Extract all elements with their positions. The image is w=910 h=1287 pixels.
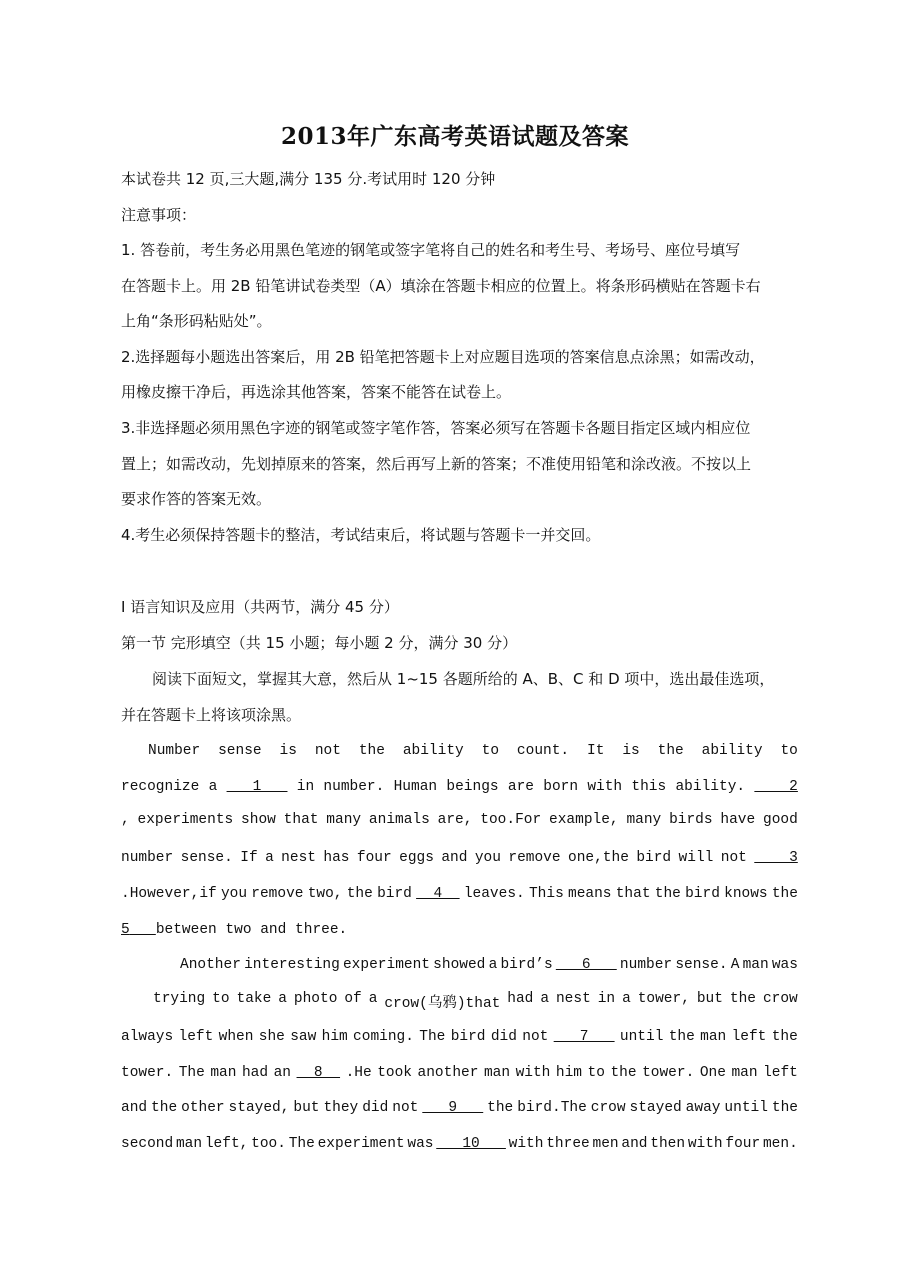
passage-word: the — [657, 743, 684, 759]
passage-word: experiments — [137, 812, 234, 828]
passage-word: with — [687, 1136, 723, 1152]
passage-word: Human — [393, 779, 438, 795]
answer-blank: 1 — [226, 779, 288, 795]
notice-line: 3.非选择题必须用黑色字迹的钢笔或签字笔作答，答案必须写在答题卡各题目指定区域内相应位 — [121, 419, 751, 437]
passage-word: you — [474, 850, 501, 866]
passage-word: and — [441, 850, 468, 866]
passage-word: the — [358, 743, 385, 759]
passage-word: many — [626, 812, 662, 828]
passage-word: tower. — [642, 1065, 695, 1081]
passage-word: until — [619, 1029, 664, 1045]
part-heading: 第一节 完形填空（共 15 小题；每小题 2 分，满分 30 分） — [121, 634, 518, 652]
instruction-line: 并在答题卡上将该项涂黑。 — [121, 706, 302, 724]
passage-line — [121, 1029, 798, 1045]
passage-word: coming. — [353, 1029, 414, 1045]
passage-word: between two and three. — [155, 922, 348, 938]
passage-word: tower, — [637, 991, 690, 1007]
passage-word: number — [619, 957, 673, 973]
passage-word: too.For — [480, 812, 542, 828]
passage-line — [121, 922, 348, 938]
passage-word: the — [771, 1100, 798, 1116]
passage-word: was — [771, 957, 798, 973]
passage-word: a — [622, 991, 631, 1007]
passage-word: the — [729, 991, 757, 1007]
passage-word: crow(乌鸦)that — [384, 996, 501, 1012]
passage-word: two, — [307, 886, 343, 902]
passage-word: stayed — [629, 1100, 682, 1116]
answer-blank: 6 — [555, 957, 617, 973]
notice-line: 用橡皮擦干净后，再选涂其他答案，答案不能答在试卷上。 — [121, 383, 512, 401]
passage-word: man — [742, 957, 769, 973]
answer-blank: 8 — [296, 1065, 341, 1081]
passage-word: that — [615, 886, 651, 902]
passage-word: with — [508, 1136, 544, 1152]
intro-text: 本试卷共 12 页,三大题,满分 135 分.考试用时 120 分钟 — [121, 170, 496, 188]
passage-word: trying — [153, 991, 206, 1007]
passage-word: was — [407, 1136, 434, 1152]
passage-word: interesting — [244, 957, 340, 973]
passage-word: are, — [437, 812, 473, 828]
passage-word: knows — [724, 886, 768, 902]
section-heading: I 语言知识及应用（共两节，满分 45 分） — [121, 598, 399, 616]
passage-word: bird — [685, 886, 720, 902]
passage-word: remove — [251, 886, 304, 902]
passage-word: has — [323, 850, 350, 866]
passage-word: man — [731, 1065, 758, 1081]
passage-line — [153, 991, 798, 1012]
passage-word: him — [555, 1065, 583, 1081]
passage-word: birds — [669, 812, 713, 828]
passage-word: recognize — [121, 779, 200, 795]
answer-blank: 3 — [754, 850, 798, 866]
answer-blank: 2 — [754, 779, 798, 795]
passage-word: are — [507, 779, 534, 795]
passage-word: then — [650, 1136, 686, 1152]
passage-word: another — [417, 1065, 479, 1081]
passage-word: you — [220, 886, 248, 902]
passage-word: the — [610, 1065, 637, 1081]
passage-word: second — [121, 1136, 174, 1152]
passage-word: animals — [368, 812, 430, 828]
passage-word: always — [121, 1029, 174, 1045]
passage-word: is — [622, 743, 640, 759]
passage-word: four — [725, 1136, 761, 1152]
passage-word: A — [730, 957, 740, 973]
passage-word: bird.The — [517, 1100, 587, 1116]
passage-word: Number — [148, 743, 201, 759]
passage-word: left, — [204, 1136, 249, 1152]
passage-word: means — [568, 886, 612, 902]
passage-word: four — [356, 850, 392, 866]
answer-blank: 10 — [436, 1136, 506, 1152]
passage-word: too. — [251, 1136, 286, 1152]
passage-word: is — [279, 743, 297, 759]
passage-word: , — [121, 812, 130, 828]
passage-word: him — [321, 1029, 348, 1045]
passage-word: It — [587, 743, 605, 759]
passage-word: experiment — [317, 1136, 405, 1152]
passage-word: a — [208, 779, 218, 795]
passage-word: bird’s — [500, 957, 553, 973]
passage-word: The — [288, 1136, 315, 1152]
passage-word: sense — [218, 743, 262, 759]
passage-word: number — [121, 850, 174, 866]
passage-word: good — [763, 812, 798, 828]
answer-blank — [130, 922, 156, 938]
passage-line — [121, 1136, 798, 1152]
passage-word: saw — [290, 1029, 317, 1045]
passage-word: eggs — [399, 850, 434, 866]
passage-line — [121, 850, 798, 866]
passage-word: Another — [180, 957, 241, 973]
passage-word: the — [771, 1029, 798, 1045]
passage-word: man — [483, 1065, 511, 1081]
passage-word: This — [528, 886, 564, 902]
passage-word: not — [720, 850, 747, 866]
passage-word: leaves. — [463, 886, 525, 902]
page-title: 2013年广东高考英语试题及答案 — [280, 123, 629, 150]
passage-word: to — [212, 991, 230, 1007]
passage-word: to — [780, 743, 798, 759]
passage-line — [121, 1100, 798, 1116]
passage-word: left — [178, 1029, 214, 1045]
passage-line — [148, 743, 798, 759]
passage-word: the — [771, 886, 798, 902]
passage-word: three — [546, 1136, 590, 1152]
passage-word: bird — [377, 886, 412, 902]
passage-word: with — [515, 1065, 551, 1081]
passage-line — [121, 886, 798, 902]
passage-word: crow — [762, 991, 798, 1007]
passage-word: experiment — [342, 957, 430, 973]
passage-word: beings — [446, 779, 499, 795]
passage-word: the — [346, 886, 373, 902]
passage-word: that — [283, 812, 319, 828]
passage-word: One — [699, 1065, 726, 1081]
answer-blank: 9 — [422, 1100, 484, 1116]
passage-word: an — [273, 1065, 292, 1081]
passage-word: to — [587, 1065, 605, 1081]
passage-word: a — [265, 850, 274, 866]
passage-word: men. — [762, 1136, 798, 1152]
passage-word: but — [293, 1100, 320, 1116]
passage-word: had — [507, 991, 534, 1007]
passage-word: of — [344, 991, 362, 1007]
passage-word: other — [181, 1100, 225, 1116]
passage-line — [180, 957, 798, 973]
passage-word: a — [488, 957, 498, 973]
notice-line: 在答题卡上。用 2B 铅笔讲试卷类型（A）填涂在答题卡相应的位置上。将条形码横贴在答题卡右 — [121, 277, 761, 295]
passage-word: bird — [636, 850, 672, 866]
instruction-line: 阅读下面短文，掌握其大意，然后从 1~15 各题所给的 A、B、C 和 D 项中，选出最佳选项， — [152, 670, 775, 688]
passage-word: with — [587, 779, 623, 795]
passage-word: not — [522, 1029, 549, 1045]
passage-word: the — [151, 1100, 178, 1116]
passage-word: away — [685, 1100, 721, 1116]
passage-word: The — [419, 1029, 446, 1045]
answer-blank: 5 — [121, 922, 130, 938]
passage-word: count. — [516, 743, 570, 759]
passage-word: took — [377, 1065, 412, 1081]
passage-word: they — [323, 1100, 359, 1116]
passage-word: left — [763, 1065, 798, 1081]
notice-line: 上角“条形码粘贴处”。 — [121, 312, 272, 330]
passage-word: many — [326, 812, 362, 828]
passage-word: showed — [433, 957, 486, 973]
passage-word: and — [121, 1100, 148, 1116]
notice-line: 要求作答的答案无效。 — [121, 490, 272, 508]
passage-word: ability — [402, 743, 464, 759]
passage-word: sense. — [180, 850, 233, 866]
passage-word: sense. — [675, 957, 728, 973]
passage-word: show — [241, 812, 276, 828]
passage-word: in — [597, 991, 616, 1007]
answer-blank: 7 — [553, 1029, 615, 1045]
notice-line: 1. 答卷前，考生务必用黑色笔迹的钢笔或签字笔将自己的姓名和考生号、考场号、座位号填写 — [121, 241, 741, 259]
passage-word: .He — [345, 1065, 372, 1081]
notice-line: 4.考生必须保持答题卡的整洁，考试结束后，将试题与答题卡一并交回。 — [121, 526, 601, 544]
passage-word: .However,if — [121, 886, 217, 902]
passage-word: born — [543, 779, 579, 795]
notice-line: 置上；如需改动，先划掉原来的答案，然后再写上新的答案；不准使用铅笔和涂改液。不按以上 — [121, 455, 752, 473]
passage-word: example, — [549, 812, 619, 828]
passage-word: stayed, — [228, 1100, 290, 1116]
passage-word: bird — [450, 1029, 486, 1045]
passage-word: take — [236, 991, 272, 1007]
passage-word: did — [490, 1029, 517, 1045]
passage-word: nest — [281, 850, 316, 866]
passage-word: until — [724, 1100, 768, 1116]
passage-word: not — [392, 1100, 419, 1116]
passage-word: one,the — [568, 850, 629, 866]
passage-word: when — [218, 1029, 254, 1045]
passage-word: and — [621, 1136, 648, 1152]
passage-word: did — [362, 1100, 389, 1116]
passage-word: left — [731, 1029, 767, 1045]
passage-word: a — [278, 991, 287, 1007]
passage-word: a — [540, 991, 550, 1007]
passage-word: in — [296, 779, 315, 795]
passage-word: have — [720, 812, 756, 828]
passage-word: to — [481, 743, 500, 759]
passage-word: had — [241, 1065, 269, 1081]
answer-blank: 4 — [416, 886, 460, 902]
passage-line — [121, 779, 798, 795]
passage-word: but — [696, 991, 723, 1007]
passage-word: ability — [701, 743, 763, 759]
passage-word: man — [210, 1065, 237, 1081]
passage-word: The — [178, 1065, 205, 1081]
passage-line — [121, 812, 798, 828]
passage-word: tower. — [121, 1065, 174, 1081]
passage-word: nest — [555, 991, 591, 1007]
passage-word: men — [592, 1136, 619, 1152]
passage-word: the — [668, 1029, 695, 1045]
passage-word: will — [678, 850, 714, 866]
passage-word: ability. — [675, 779, 746, 795]
passage-word: a — [368, 991, 378, 1007]
passage-word: man — [700, 1029, 727, 1045]
passage-word: not — [314, 743, 341, 759]
notice-heading: 注意事项： — [121, 206, 197, 224]
passage-word: crow — [590, 1100, 626, 1116]
passage-word: the — [654, 886, 681, 902]
passage-line — [121, 1065, 798, 1081]
passage-word: photo — [293, 991, 338, 1007]
passage-word: remove — [508, 850, 561, 866]
passage-word: If — [240, 850, 258, 866]
passage-word: this — [631, 779, 667, 795]
notice-line: 2.选择题每小题选出答案后，用 2B 铅笔把答题卡上对应题目选项的答案信息点涂黑；如需改动， — [121, 348, 765, 366]
passage-word: the — [487, 1100, 514, 1116]
passage-word: number. — [323, 779, 385, 795]
passage-word: man — [175, 1136, 203, 1152]
passage-word: she — [258, 1029, 285, 1045]
